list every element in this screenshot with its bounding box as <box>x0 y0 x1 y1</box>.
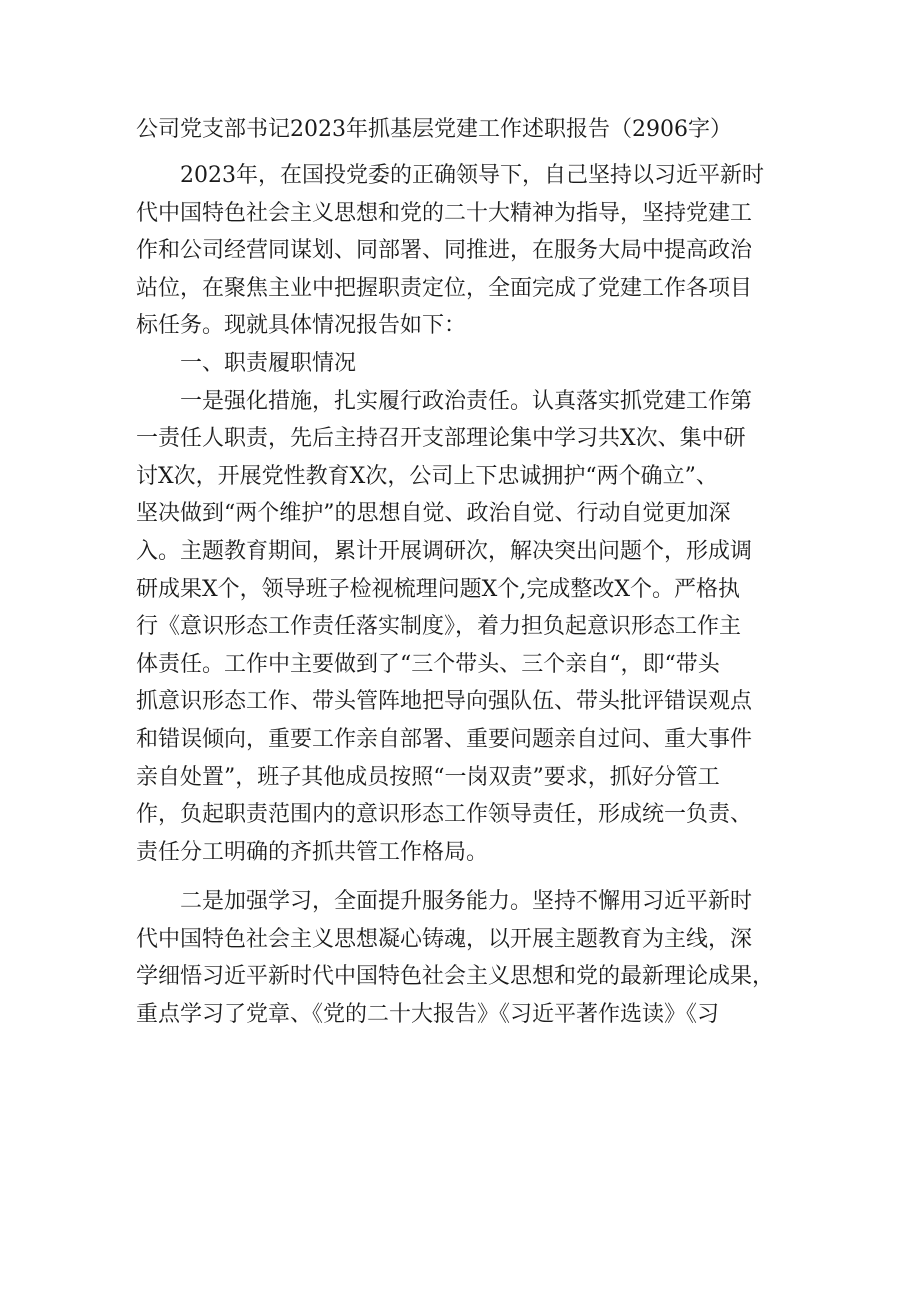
text-line: 标任务。现就具体情况报告如下： <box>136 313 467 339</box>
heading-line: 一、职责履职情况 <box>136 350 357 376</box>
text-line: 代中国特色社会主义思想和党的二十大精神为指导，坚持党建工 <box>136 200 753 226</box>
text-line: 讨X次，开展党性教育X次，公司上下忠诚拥护“两个确立”、 <box>136 463 718 489</box>
text-line: 重点学习了党章、《党的二十大报告》《习近平著作选读》《习 <box>136 1002 720 1028</box>
text-line: 坚决做到“两个维护”的思想自觉、政治自觉、行动自觉更加深 <box>136 501 731 527</box>
text-line: 2023年，在国投党委的正确领导下，自己坚持以习近平新时 <box>136 163 764 188</box>
text-line: 代中国特色社会主义思想凝心铸魂，以开展主题教育为主线，深 <box>136 926 753 952</box>
text-line: 二是加强学习，全面提升服务能力。坚持不懈用习近平新时 <box>136 889 753 915</box>
text-line: 研成果X个，领导班子检视梳理问题X个,完成整改X个。严格执 <box>136 576 740 602</box>
text-line: 亲自处置”，班子其他成员按照“一岗双责”要求，抓好分管工 <box>136 764 720 790</box>
text-line: 体责任。工作中主要做到了“三个带头、三个亲自“，即“带头 <box>136 651 720 677</box>
text-line: 一责任人职责，先后主持召开支部理论集中学习共X次、集中研 <box>136 426 746 452</box>
text-line: 责任分工明确的齐抓共管工作格局。 <box>136 839 489 865</box>
text-line: 一是强化措施，扎实履行政治责任。认真落实抓党建工作第 <box>136 388 753 414</box>
point-one-paragraph <box>136 383 796 872</box>
text-line: 站位，在聚焦主业中把握职责定位，全面完成了党建工作各项目 <box>136 275 753 301</box>
text-line: 作，负起职责范围内的意识形态工作领导责任，形成统一负责、 <box>136 802 753 828</box>
text-line: 行《意识形态工作责任落实制度》，着力担负起意识形态工作主 <box>136 614 742 640</box>
text-line: 和错误倾向，重要工作亲自部署、重要问题亲自过问、重大事件 <box>136 726 753 752</box>
text-line: 学细悟习近平新时代中国特色社会主义思想和党的最新理论成果， <box>136 964 775 990</box>
text-line: 作和公司经营同谋划、同部署、同推进，在服务大局中提高政治 <box>136 238 753 264</box>
text-line: 入。主题教育期间，累计开展调研次，解决突出问题个，形成调 <box>136 538 753 564</box>
paragraph-spacer <box>136 871 796 883</box>
text-line: 抓意识形态工作、带头管阵地把导向强队伍、带头批评错误观点 <box>136 689 753 715</box>
point-two-paragraph <box>136 883 796 1033</box>
document-body <box>136 157 796 1034</box>
intro-paragraph <box>136 157 796 345</box>
document-title: 公司党支部书记2023年抓基层党建工作述职报告（2906字） <box>136 117 732 142</box>
section-heading <box>136 345 796 383</box>
